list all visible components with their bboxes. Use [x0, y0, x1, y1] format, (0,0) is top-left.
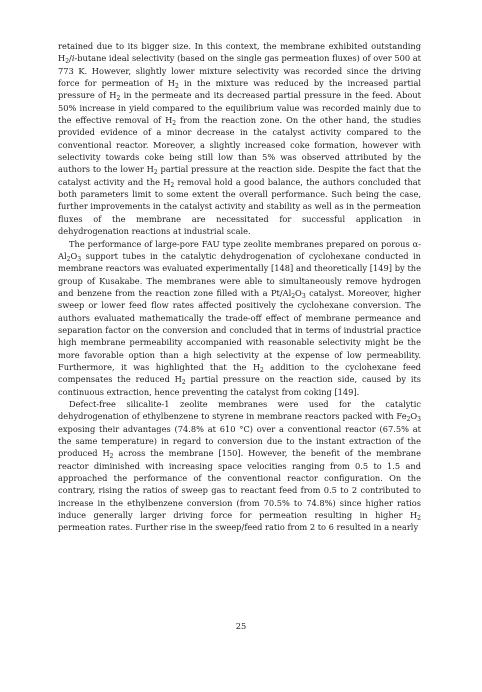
paragraph-2: The performance of large-pore FAU type zeolite membranes prepared on porous $\alpha-Al_2O_3$ support tubes in the catalytic dehydrogenation of cyclohexane conducted in membrane reactors was evaluated experimentally [148] and theoretically [149] by the group of Kusakabe. The membranes were able to simultaneously remove hydrogen and benzene from the reaction zone filled with a $Pt/Al_2O_3$ catalyst. Moreover, higher sweep or lower feed flow rates affected positively the cyclohexane conversion. The authors evaluated mathematically the trade-off effect of membrane permeance and separation factor on the conversion and concluded that in terms of industrial practice high membrane permeability accompanied with reasonable selectivity might be the more favorable option than a high selectivity at the expense of low permeability. Furthermore, it was highlighted that the $H_2$ addition to the cyclohexane feed compensates the reduced $H_2$ partial pressure on the reaction side, caused by its continuous extraction, hence preventing the catalyst from coking [149].: [58, 238, 422, 397]
subscript: 3: [301, 292, 306, 300]
subscript: 2: [181, 379, 186, 387]
subscript: 2: [109, 453, 114, 461]
page-body: [58, 40, 421, 534]
subscript: 2: [406, 416, 411, 424]
page-number: 25: [235, 621, 247, 631]
subscript: 2: [175, 83, 179, 91]
subscript: 2: [66, 255, 71, 263]
subscript: 2: [170, 181, 175, 189]
subscript: 2: [116, 95, 121, 103]
subscript: 3: [77, 255, 82, 263]
subscript: 2: [260, 366, 264, 374]
subscript: 2: [417, 515, 421, 523]
subscript: 2: [291, 292, 296, 300]
italic-text: i: [71, 53, 75, 64]
paragraph-3: Defect-free silicalite-1 zeolite membranes were used for the catalytic dehydrogenation of ethylbenzene to styrene in membrane reactors packed with $Fe_2O_3$ exposing their advantages (74.8% at 610 °C) over a conventional reactor (67.5% at the same temperature) in regard to conversion due to the instant extraction of the produced $H_2$ across the membrane [150]. However, the benefit of the membrane reactor diminished with increasing space velocities ranging from 0.5 to 1.5 and approached the performance of the conventional reactor configuration. On the contrary, rising the ratios of sweep gas to reactant feed from 0.5 to 2 contributed to increase in the ethylbenzene conversion (from 70.5% to 74.8%) since higher ratios induce generally larger driving force for permeation resulting in higher $H_2$ permeation rates. Further rise in the sweep/feed ratio from 2 to 6 resulted in a nearly: [58, 398, 421, 533]
subscript: 3: [417, 416, 421, 424]
paragraph-1: retained due to its bigger size. In this context, the membrane exhibited outstanding $H_2/i$-butane ideal selectivity (based on the single gas permeation fluxes) of over 500 at 773 K. However, slightly lower mixture selectivity was recorded since the driving force for permeation of $H_2$ in the mixture was reduced by the increased partial pressure of $H_2$ in the permeate and its decreased partial pressure in the feed. About 50% increase in yield compared to the equilibrium value was recorded mainly due to the effective removal of $H_2$ from the reaction zone. On the other hand, the studies provided evidence of a minor decrease in the catalyst activity compared to the conventional reactor. Moreover, a slightly increased coke formation, however with selectivity towards coke being still low than 5% was observed attributed by the authors to the lower $H_2$ partial pressure at the reaction side. Despite the fact that the catalyst activity and the $H_2$ removal hold a good balance, the authors concluded that both parameters limit to some extent the overall performance. Such being the case, further improvements in the catalyst activity and stability as well as in the permeation fluxes of the membrane are necessitated for successful application in dehydrogenation reactions at industrial scale.: [58, 41, 422, 237]
subscript: 2: [65, 58, 70, 66]
subscript: 2: [172, 120, 177, 128]
subscript: 2: [153, 169, 158, 177]
